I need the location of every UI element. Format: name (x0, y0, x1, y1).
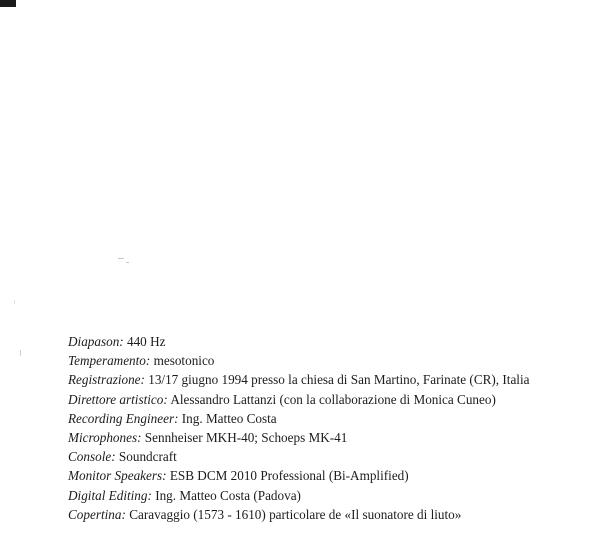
credit-label: Recording Engineer: (68, 410, 179, 426)
scan-speck (126, 262, 129, 263)
credit-line-recording-engineer (68, 409, 529, 428)
credit-line-temperamento (68, 351, 529, 370)
credit-label: Temperamento: (68, 353, 151, 369)
credit-value: Alessandro Lattanzi (con la collaborazione di Monica Cuneo) (170, 391, 496, 407)
scan-speck (118, 258, 124, 259)
credit-value: Ing. Matteo Costa (181, 410, 277, 426)
credit-label: Direttore artistico: (68, 391, 168, 407)
credit-label: Console: (68, 449, 116, 465)
scan-speck (14, 300, 15, 304)
credit-line-copertina (68, 505, 529, 524)
credit-label: Registrazione: (68, 372, 145, 388)
scan-speck (20, 350, 21, 356)
credit-value: Caravaggio (1573 - 1610) particolare de «Il suonatore di liuto» (129, 506, 462, 522)
credit-line-direttore-artistico (68, 390, 529, 409)
credit-line-microphones (68, 428, 529, 447)
credit-label: Monitor Speakers: (68, 468, 167, 484)
credit-value: 13/17 giugno 1994 presso la chiesa di San Martino, Farinate (CR), Italia (148, 372, 530, 388)
credit-label: Digital Editing: (68, 487, 152, 503)
credit-value: Ing. Matteo Costa (Padova) (155, 487, 301, 503)
credit-value: 440 Hz (126, 334, 166, 349)
credit-value: ESB DCM 2010 Professional (Bi-Amplified) (169, 468, 409, 484)
credit-value: mesotonico (153, 353, 215, 369)
credit-label: Microphones: (68, 430, 142, 446)
credit-line-console (68, 447, 529, 466)
credit-label: Copertina: (68, 506, 126, 522)
recording-credits-list (68, 332, 529, 524)
credit-line-monitor-speakers (68, 466, 529, 485)
credit-value: Soundcraft (118, 449, 177, 465)
credit-line-registrazione (68, 370, 529, 389)
credit-label: Diapason: (68, 334, 124, 349)
credit-line-diapason (68, 332, 529, 351)
credit-line-digital-editing (68, 486, 529, 505)
credit-value: Sennheiser MKH-40; Schoeps MK-41 (144, 430, 348, 446)
scan-corner-mark (0, 0, 16, 7)
